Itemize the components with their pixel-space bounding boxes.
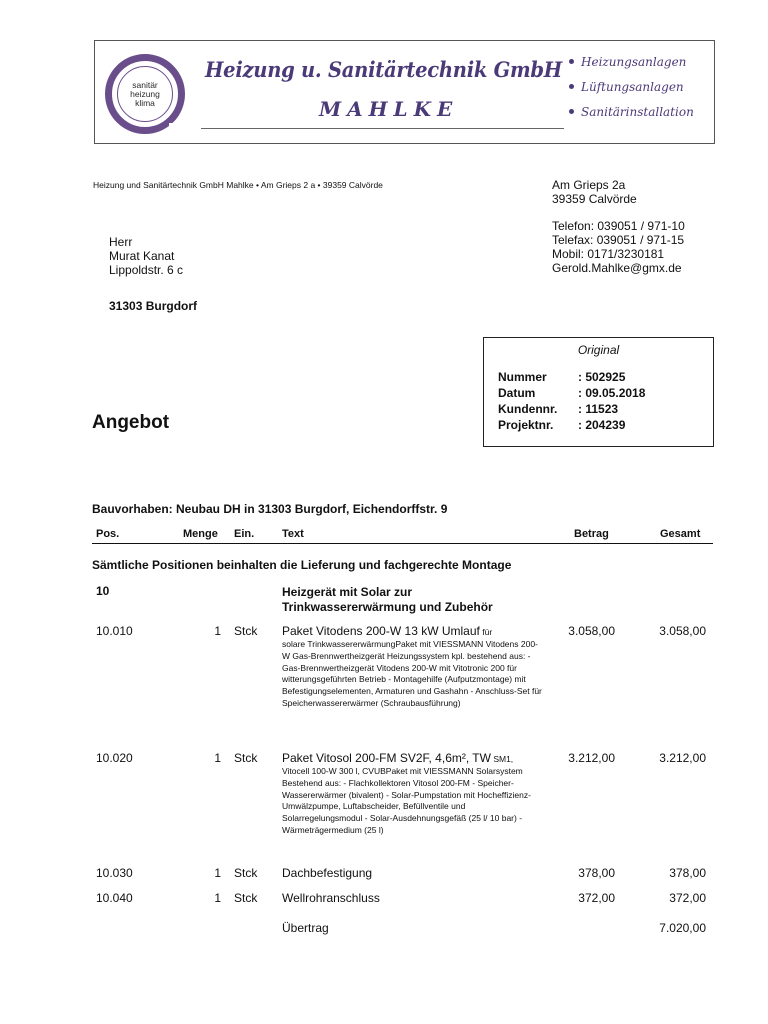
service-item: Heizungsanlagen: [567, 55, 715, 80]
header-text: Text: [282, 528, 304, 540]
recipient-city: 31303 Burgdorf: [109, 299, 198, 313]
brand-name: MAHLKE: [319, 97, 459, 121]
contact-street: Am Grieps 2a: [552, 178, 626, 192]
item-amount: 372,00: [578, 891, 615, 905]
info-number-row: [498, 370, 626, 384]
letterhead: [94, 40, 715, 144]
logo-line-heizung: heizung: [130, 88, 160, 99]
service-item: Sanitärinstallation: [567, 105, 715, 130]
contact-email: Gerold.Mahlke@gmx.de: [552, 261, 682, 275]
service-list: [567, 55, 715, 130]
contact-city: 39359 Calvörde: [552, 192, 637, 206]
item-qty: 1: [214, 891, 221, 905]
item-title-suffix: für: [479, 627, 493, 637]
item-qty: 1: [214, 624, 221, 638]
item-text: [282, 866, 544, 880]
group-title: Heizgerät mit Solar zur Trinkwassererwärmung und Zubehör: [282, 585, 493, 614]
header-pos: Pos.: [96, 528, 120, 540]
item-pos: 10.010: [96, 624, 133, 638]
item-title-suffix: SM1,: [490, 754, 514, 764]
contact-phone: Telefon: 039051 / 971-10: [552, 219, 685, 233]
item-amount: 3.058,00: [568, 624, 615, 638]
original-label: Original: [577, 343, 620, 357]
sender-line: Heizung und Sanitärtechnik GmbH Mahlke • Am Grieps 2 a • 39359 Calvörde: [93, 180, 383, 190]
item-pos: 10.030: [96, 866, 133, 880]
document-info-box: [483, 337, 714, 447]
item-title: Paket Vitodens 200-W 13 kW Umlauf: [282, 624, 480, 638]
info-customer-row: [498, 402, 619, 416]
item-title: Paket Vitosol 200-FM SV2F, 4,6m², TW: [282, 751, 491, 765]
item-description: Vitocell 100-W 300 l, CVUBPaket mit VIESSMANN Solarsystem Bestehend aus: - Flachkollektoren Vitosol 200-FM - Speicher-Wassererwärmer (bivalent) - Solar-Pumpstation mit Hocheffizienz-Umwälzpumpe, Luftabscheider, Befüllventile und Solarregelungsmodul - Solar-Ausdehnungsgefäß (25 l/ 10 bar) - Wärmeträgermedium (25 l): [282, 766, 531, 835]
company-name: Heizung u. Sanitärtechnik GmbH: [205, 57, 562, 82]
letterhead-divider: [201, 128, 564, 129]
item-qty: 1: [214, 751, 221, 765]
contact-mobile: Mobil: 0171/3230181: [552, 247, 665, 261]
document-title: Angebot: [92, 412, 170, 433]
item-unit: Stck: [234, 624, 258, 638]
delivery-notice: Sämtliche Positionen beinhalten die Lieferung und fachgerechte Montage: [92, 558, 512, 572]
item-title: Dachbefestigung: [282, 866, 373, 880]
contact-block: [552, 178, 685, 275]
info-customer-label: Kundennr.: [498, 402, 558, 416]
logo-notch: [169, 123, 185, 135]
info-project-label: Projektnr.: [498, 418, 554, 432]
service-item: Lüftungsanlagen: [567, 80, 715, 105]
item-title: Wellrohranschluss: [282, 891, 380, 905]
recipient-street: Lippoldstr. 6 c: [109, 263, 184, 277]
recipient-salutation: Herr: [109, 235, 133, 249]
item-amount: 3.212,00: [568, 751, 615, 765]
info-customer-value: : 11523: [578, 402, 619, 416]
table-header: [92, 528, 713, 544]
info-date-label: Datum: [498, 386, 536, 400]
logo-text: [117, 66, 173, 122]
logo-line-klima: klima: [135, 97, 155, 108]
item-qty: 1: [214, 866, 221, 880]
item-pos: 10.020: [96, 751, 133, 765]
contact-fax: Telefax: 039051 / 971-15: [552, 233, 685, 247]
item-description: solare TrinkwassererwärmungPaket mit VIESSMANN Vitodens 200-W Gas-Brennwertheizgerät Heizungssystem kpl. bestehend aus: - Gas-Brennwertheizgerät Vitodens 200-W mit Vitotronic 200 für witterungsgeführten Betrieb - Montagehilfe (Aufputzmontage) mit Befestigungselementen, Armaturen und Gashahn - Anschluss-Set für Speicherwassererwärmer (Schraubausführung): [282, 639, 542, 708]
item-amount: 378,00: [578, 866, 615, 880]
recipient-address: [109, 235, 197, 313]
logo-line-sanitaer: sanitär: [132, 79, 158, 90]
project-line: Bauvorhaben: Neubau DH in 31303 Burgdorf, Eichendorffstr. 9: [92, 502, 448, 516]
info-project-value: : 204239: [578, 418, 626, 432]
info-date-value: : 09.05.2018: [578, 386, 646, 400]
item-text: [282, 891, 544, 905]
item-text: [282, 751, 544, 837]
info-project-row: [498, 418, 626, 432]
info-number-value: : 502925: [578, 370, 626, 384]
carry-over-total: 7.020,00: [659, 921, 706, 935]
info-date-row: [498, 386, 646, 400]
carry-over-label: Übertrag: [282, 921, 329, 935]
header-amount: Betrag: [574, 528, 609, 540]
item-total: 372,00: [669, 891, 706, 905]
group-number: 10: [96, 584, 110, 598]
header-total: Gesamt: [660, 528, 701, 540]
header-qty: Menge: [183, 528, 218, 540]
item-unit: Stck: [234, 891, 258, 905]
item-total: 3.058,00: [659, 624, 706, 638]
item-total: 378,00: [669, 866, 706, 880]
info-number-label: Nummer: [498, 370, 547, 384]
header-unit: Ein.: [234, 528, 255, 540]
item-pos: 10.040: [96, 891, 133, 905]
item-total: 3.212,00: [659, 751, 706, 765]
item-unit: Stck: [234, 866, 258, 880]
recipient-name: Murat Kanat: [109, 249, 175, 263]
item-text: [282, 624, 544, 710]
item-unit: Stck: [234, 751, 258, 765]
